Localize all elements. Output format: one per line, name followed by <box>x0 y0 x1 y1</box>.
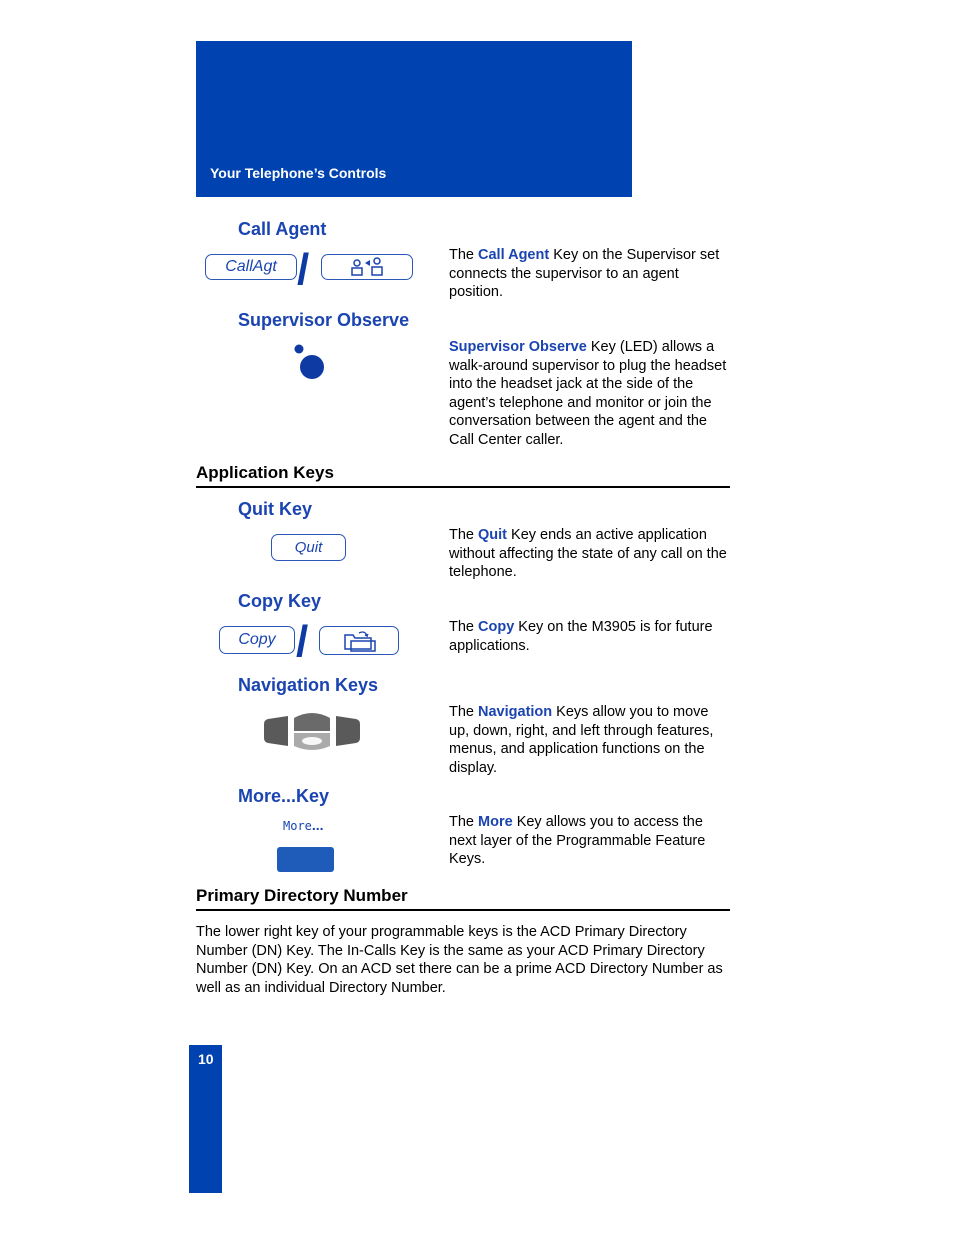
desc-highlight: Supervisor Observe <box>449 339 587 355</box>
quit-key-title: Quit Key <box>238 499 313 519</box>
header-banner <box>196 41 632 197</box>
slash-divider: / <box>296 617 309 666</box>
desc-text: Key allows you to access the next layer of the Programmable Feature Keys. <box>449 814 706 867</box>
page-number: 10 <box>198 1051 214 1067</box>
more-description <box>449 813 731 869</box>
copy-icon-key[interactable] <box>319 626 399 655</box>
quit-softkey[interactable]: Quit <box>271 534 346 561</box>
call-agent-title: Call Agent <box>238 219 327 239</box>
desc-highlight: More <box>478 814 513 830</box>
copy-key-title: Copy Key <box>238 591 322 611</box>
desc-text: The <box>449 619 479 635</box>
desc-text: Key on the Supervisor set connects the supervisor to an agent position. <box>449 247 720 300</box>
navigation-keys-title: Navigation Keys <box>238 675 379 695</box>
desc-text: The <box>449 527 479 543</box>
desc-highlight: Quit <box>478 527 508 543</box>
navigation-description <box>449 703 731 777</box>
supervisor-observe-title: Supervisor Observe <box>238 310 410 330</box>
primary-dn-body: The lower right key of your programmable keys is the ACD Primary Directory Number (DN) Key. The In-Calls Key is the same as your ACD Primary Directory Number (DN) Key. On an ACD set there can be a prime ACD Directory Number as well as an individual Directory Number. <box>196 924 723 996</box>
desc-highlight: Copy <box>478 619 515 635</box>
application-keys-heading: Application Keys <box>196 463 730 488</box>
more-display-label <box>283 817 324 833</box>
desc-highlight: Navigation <box>478 704 553 720</box>
supervisor-observe-description <box>449 338 731 449</box>
desc-text: Key (LED) allows a walk-around supervisor to plug the headset into the headset jack at the side of the agent’s telephone and monitor or join the conversation between the agent and the Call Center caller. <box>449 339 727 448</box>
led-icon <box>290 342 330 382</box>
call-agent-icon <box>349 256 385 278</box>
desc-text: The <box>449 247 479 263</box>
copy-softkey[interactable]: Copy <box>219 626 295 654</box>
desc-text: Keys allow you to move up, down, right, and left through features, menus, and application functions on the display. <box>449 704 714 776</box>
navigation-cluster-icon[interactable] <box>262 710 362 752</box>
copy-description <box>449 618 731 655</box>
desc-text: Key on the M3905 is for future applications. <box>449 619 713 654</box>
copy-folder-icon <box>341 630 377 652</box>
desc-text: The <box>449 704 479 720</box>
quit-description <box>449 526 731 582</box>
more-label-text: More <box>283 819 312 833</box>
desc-highlight: Call Agent <box>478 247 550 263</box>
page-tab <box>189 1045 222 1193</box>
more-button[interactable] <box>277 847 334 872</box>
primary-dn-heading: Primary Directory Number <box>196 886 730 911</box>
desc-text: Key ends an active application without affecting the state of any call on the telephone. <box>449 527 727 580</box>
header-title: Your Telephone’s Controls <box>210 165 387 181</box>
desc-text: The <box>449 814 479 830</box>
slash-divider: / <box>297 245 310 294</box>
more-ellipsis: ... <box>311 817 324 833</box>
call-agent-softkey[interactable]: CallAgt <box>205 254 297 280</box>
call-agent-description <box>449 246 731 302</box>
call-agent-icon-key[interactable] <box>321 254 413 280</box>
more-key-title: More...Key <box>238 786 330 806</box>
